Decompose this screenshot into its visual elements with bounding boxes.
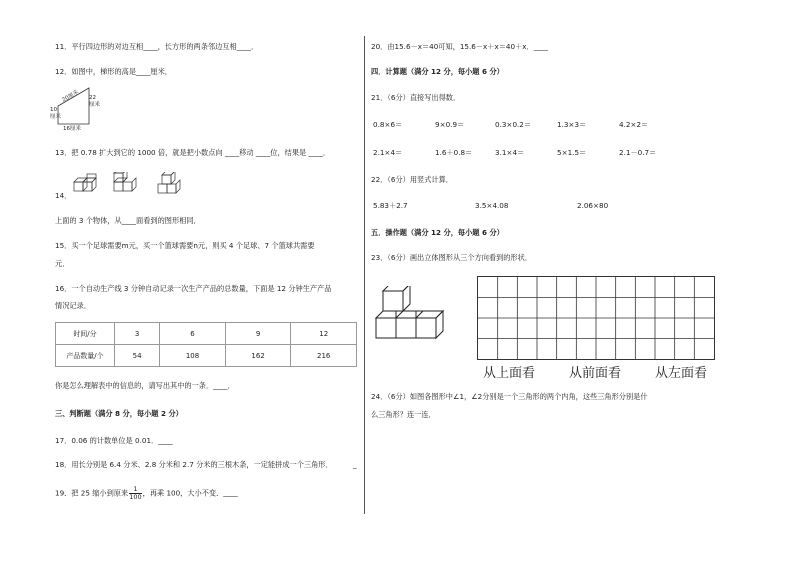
view-label-top: 从上面看 — [483, 366, 536, 381]
question-14-text: 上面的 3 个物体，从____面看到的图形相同． — [55, 216, 201, 225]
question-16-line2: 情况记录． — [55, 301, 91, 310]
oral-item: 5×1.5＝ — [557, 148, 587, 157]
table-cell: 216 — [291, 345, 357, 367]
table-cell: 162 — [225, 345, 291, 367]
trapezoid-right-value: 22 — [89, 95, 96, 101]
question-24-line2: 么三角形？连一连． — [371, 410, 436, 419]
table-cell: 9 — [225, 323, 291, 345]
oral-item: 1.6＋0.8＝ — [435, 148, 473, 157]
question-13: 13．把 0.78 扩大到它的 1000 倍，就是把小数点向 ____移动 ____位，结果是 ____． — [55, 148, 331, 157]
question-18-blank: _ — [353, 460, 357, 469]
section-3-title: 三、判断题（满分 8 分，每小题 2 分） — [55, 409, 183, 418]
question-21: 21．（6分）直接写出得数． — [371, 93, 461, 102]
trapezoid-right-label — [89, 95, 100, 109]
table-row — [56, 345, 357, 367]
table-cell: 3 — [115, 323, 160, 345]
trapezoid-top-label: 20厘米 — [61, 89, 80, 104]
question-15-line2: 元． — [55, 259, 70, 268]
trapezoid-left-unit: 厘米 — [50, 114, 62, 120]
trapezoid-left-label — [50, 107, 61, 121]
view-label-front: 从前面看 — [569, 366, 622, 381]
oral-item: 3.1×4＝ — [495, 148, 525, 157]
production-table — [55, 322, 357, 367]
cube-objects-figure — [70, 172, 190, 198]
oral-item: 0.3×0.2＝ — [495, 120, 532, 129]
question-11: 11．平行四边形的对边互相____，长方形的两条邻边互相____． — [55, 42, 259, 51]
table-cell: 12 — [291, 323, 357, 345]
trapezoid-right-unit: 厘米 — [89, 102, 101, 108]
table-cell: 6 — [160, 323, 226, 345]
table-header-time: 时间/分 — [56, 323, 115, 345]
question-17: 17．0.06 的计数单位是 0.01．____ — [55, 436, 173, 445]
section-5-title: 五．操作题（满分 12 分，每小题 6 分） — [371, 228, 504, 237]
column-divider — [364, 36, 365, 514]
question-12: 12．如图中，梯形的高是____厘米． — [55, 67, 172, 76]
oral-item: 2.1×4＝ — [373, 148, 403, 157]
fraction — [129, 486, 141, 501]
question-19-text-a: 19．把 25 缩小到原来 — [55, 488, 129, 498]
drawing-grid[interactable] — [477, 276, 715, 360]
question-16-prompt: 你是怎么理解表中的信息的，请写出其中的一条．____． — [55, 381, 235, 390]
trapezoid-bottom-label: 16厘米 — [63, 126, 81, 132]
question-18: 18．用长分别是 6.4 分米、2.8 分米和 2.7 分米的三根木条，一定能拼成一个三角形． — [55, 460, 333, 469]
question-19 — [55, 486, 238, 501]
section-4-title: 四．计算题（满分 12 分，每小题 6 分） — [371, 67, 504, 76]
solid-figure — [374, 286, 456, 346]
oral-item: 4.2×2＝ — [619, 120, 649, 129]
question-24-line1: 24．（6分）如图各图形中∠1，∠2分别是一个三角形的两个内角，这些三角形分别是什 — [371, 392, 648, 401]
question-19-text-b: ，再乘 100，大小不变．____ — [142, 488, 238, 498]
question-23: 23．（6分）画出立体图形从三个方向看到的形状． — [371, 253, 533, 262]
fraction-numerator: 1 — [129, 486, 141, 494]
oral-item: 1.3×3＝ — [557, 120, 587, 129]
trapezoid-left-value: 10 — [50, 107, 57, 113]
question-15-line1: 15．买一个足球需要m元，买一个篮球需要n元，则买 4 个足球、7 个篮球共需要 — [55, 241, 315, 250]
table-row — [56, 323, 357, 345]
grid-lines — [478, 277, 714, 359]
vertical-calc-item: 2.06×80 — [577, 201, 609, 210]
table-cell: 108 — [160, 345, 226, 367]
table-header-quantity: 产品数量/个 — [56, 345, 115, 367]
vertical-calc-item: 5.83＋2.7 — [373, 201, 408, 210]
table-cell: 54 — [115, 345, 160, 367]
oral-item: 0.8×6＝ — [373, 120, 403, 129]
question-14: 14． — [55, 191, 72, 200]
vertical-calc-item: 3.5×4.08 — [475, 201, 509, 210]
question-22: 22．（6分）用竖式计算． — [371, 175, 453, 184]
question-20: 20．由15.6－x＝40可知，15.6－x＋x＝40＋x．____ — [371, 42, 549, 51]
question-16-line1: 16．一个自动生产线 3 分钟自动记录一次生产产品的总数量，下面是 12 分钟生产产品 — [55, 284, 332, 293]
fraction-denominator: 100 — [129, 493, 142, 501]
oral-item: 9×0.9＝ — [435, 120, 465, 129]
oral-item: 2.1－0.7＝ — [619, 148, 657, 157]
view-label-left: 从左面看 — [655, 366, 708, 381]
